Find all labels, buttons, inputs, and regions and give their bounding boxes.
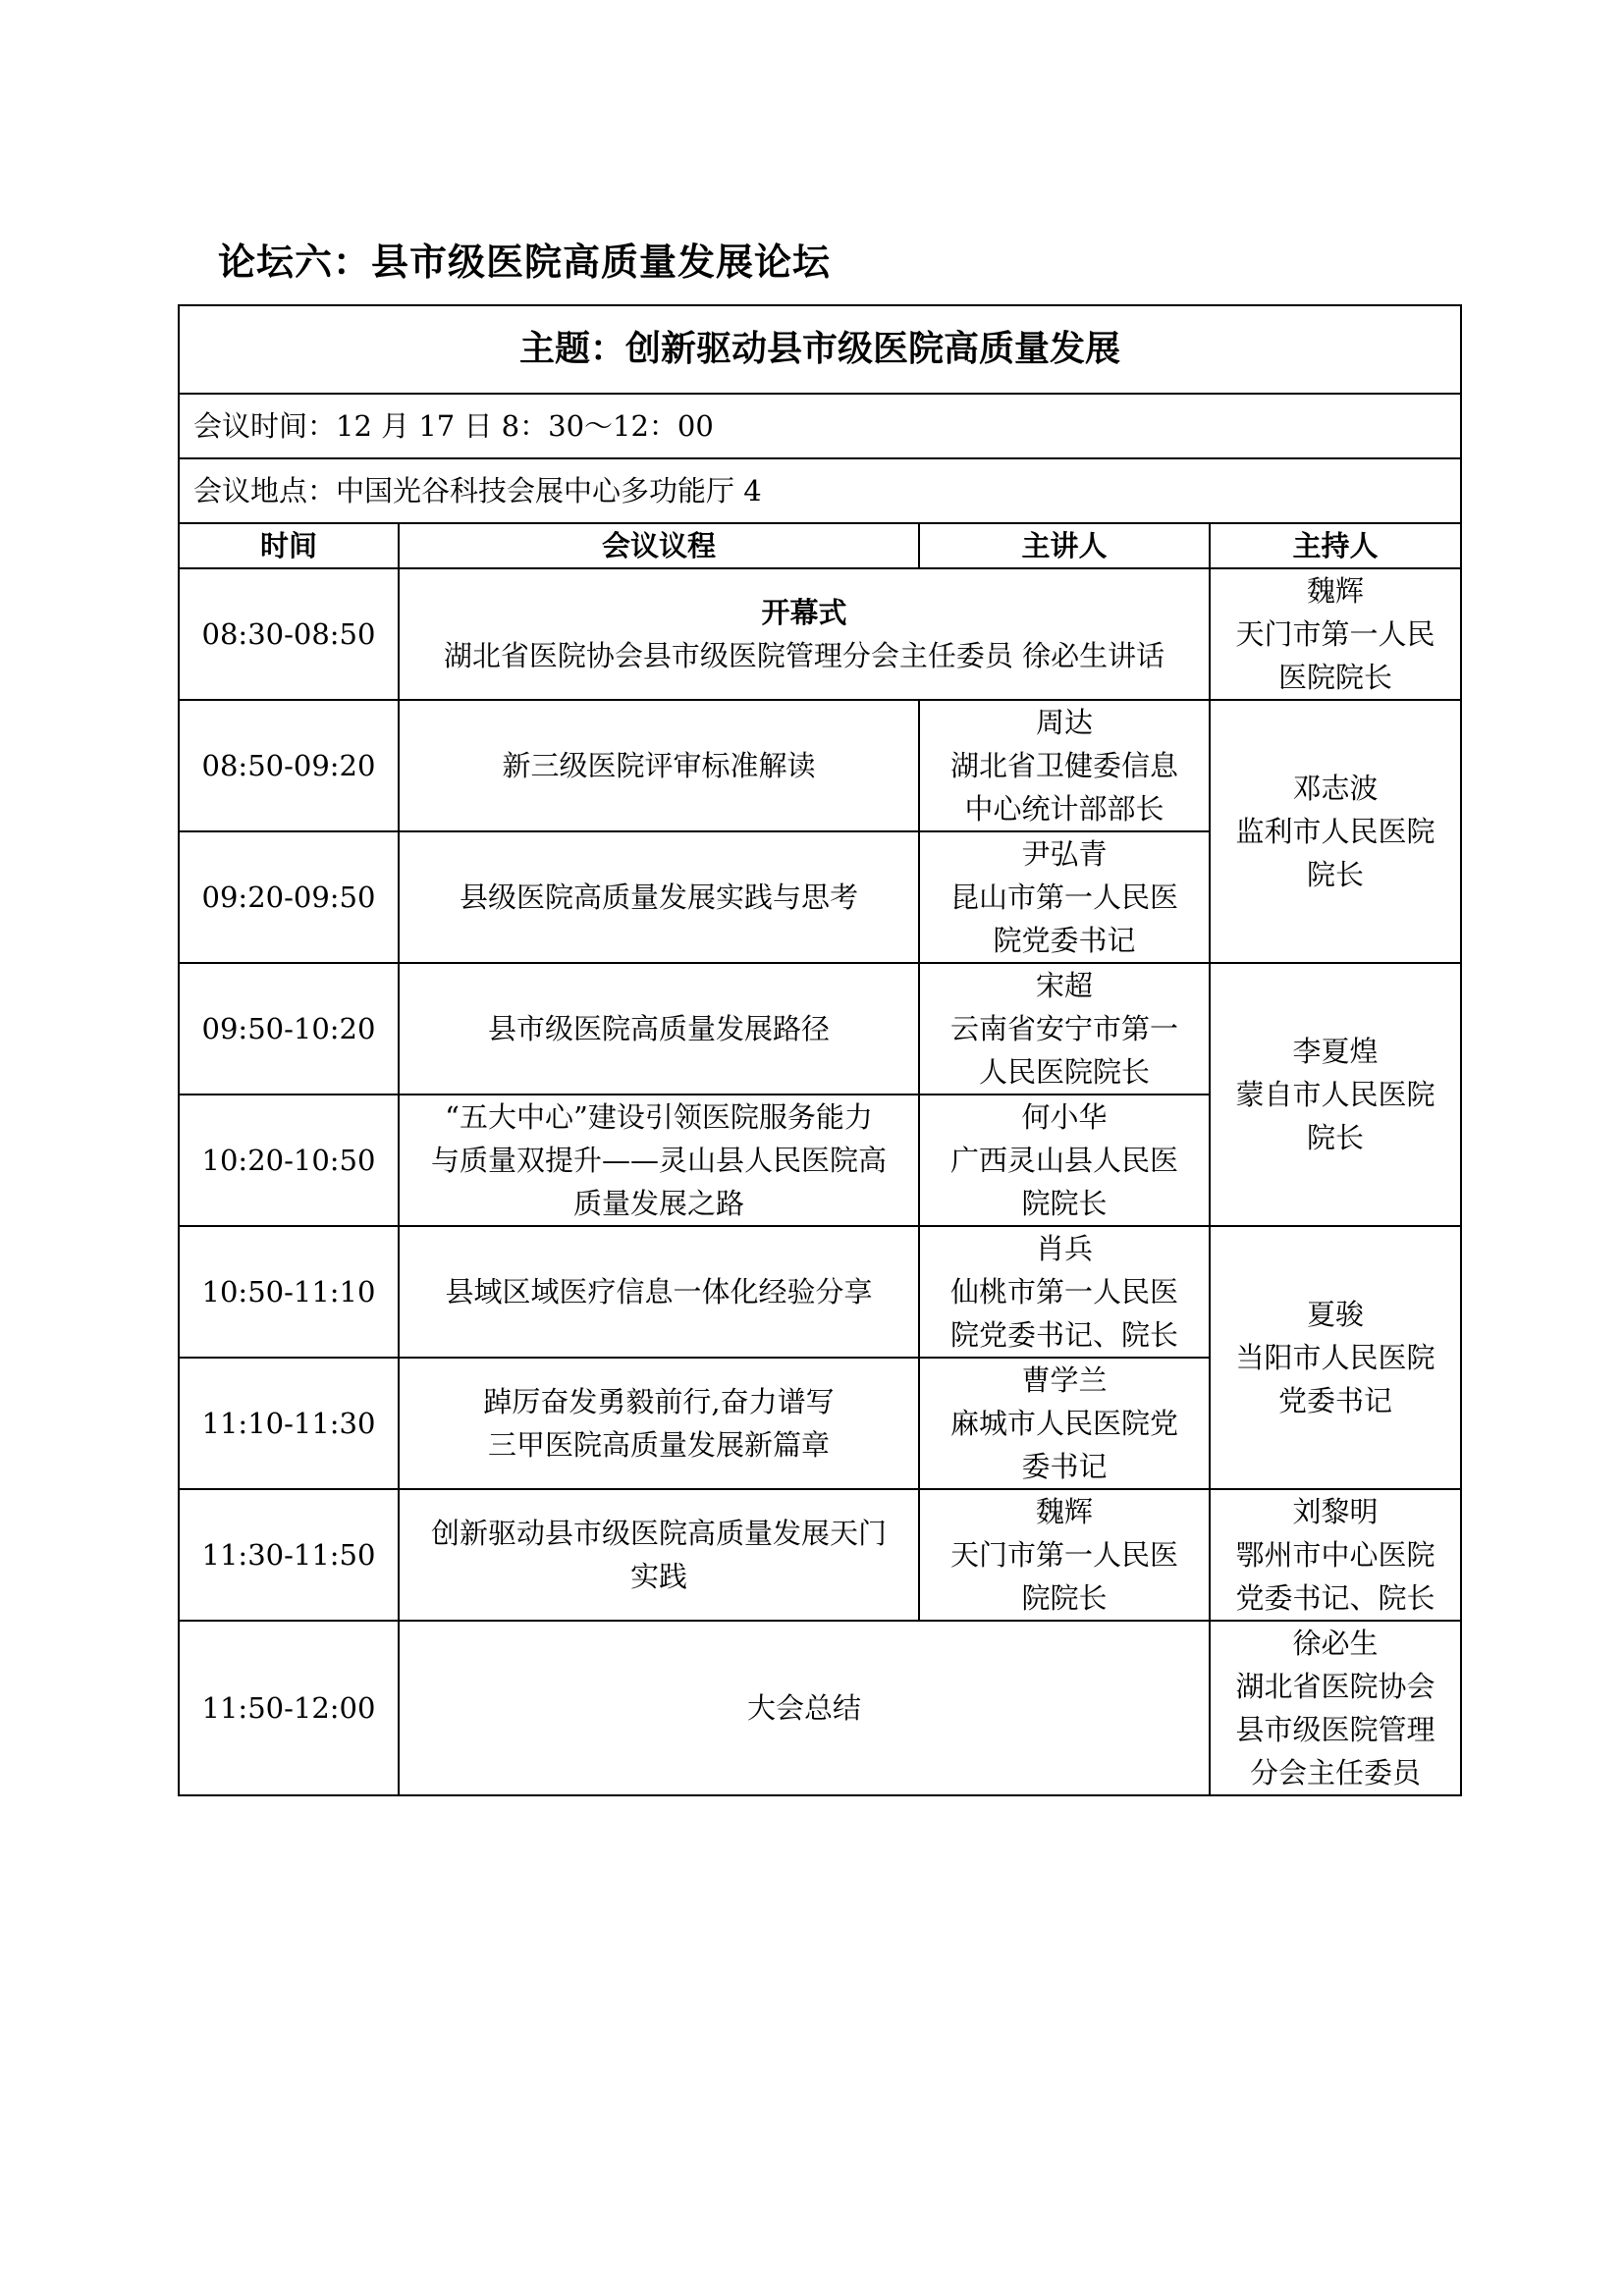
table-row — [179, 568, 1461, 700]
meeting-time: 会议时间：12 月 17 日 8：30～12：00 — [179, 394, 1461, 458]
speaker-title: 昆山市第一人民医 — [949, 881, 1178, 914]
host-name: 夏骏 — [1307, 1298, 1365, 1331]
agenda-cell — [399, 568, 1210, 700]
table-row — [179, 1621, 1461, 1795]
speaker-title: 院院长 — [1021, 1581, 1108, 1615]
agenda-line: 县级医院高质量发展实践与思考 — [459, 881, 858, 914]
host-title: 党委书记、院长 — [1235, 1581, 1435, 1615]
theme-title: 主题：创新驱动县市级医院高质量发展 — [179, 305, 1461, 394]
agenda-cell — [399, 1226, 919, 1358]
agenda-line: 三甲医院高质量发展新篇章 — [487, 1428, 830, 1462]
header-speaker: 主讲人 — [919, 523, 1210, 568]
speaker-cell — [919, 963, 1210, 1095]
time-cell: 08:30-08:50 — [179, 568, 399, 700]
time-cell: 11:10-11:30 — [179, 1358, 399, 1489]
agenda-subtitle: 湖北省医院协会县市级医院管理分会主任委员 徐必生讲话 — [443, 639, 1165, 672]
host-title: 医院院长 — [1278, 661, 1393, 694]
agenda-cell — [399, 700, 919, 831]
speaker-title: 云南省安宁市第一 — [949, 1012, 1178, 1045]
meeting-place: 会议地点：中国光谷科技会展中心多功能厅 4 — [179, 458, 1461, 523]
table-row — [179, 700, 1461, 831]
speaker-title: 院院长 — [1021, 1187, 1108, 1220]
speaker-title: 麻城市人民医院党 — [949, 1407, 1178, 1440]
speaker-cell — [919, 831, 1210, 963]
host-name: 李夏煌 — [1292, 1035, 1379, 1068]
host-cell — [1210, 963, 1461, 1226]
time-cell: 09:20-09:50 — [179, 831, 399, 963]
host-cell — [1210, 1621, 1461, 1795]
speaker-cell — [919, 1226, 1210, 1358]
agenda-cell — [399, 1621, 1210, 1795]
host-title: 湖北省医院协会 — [1235, 1670, 1435, 1703]
speaker-title: 仙桃市第一人民医 — [949, 1275, 1178, 1308]
host-cell — [1210, 568, 1461, 700]
agenda-cell — [399, 1489, 919, 1621]
host-title: 院长 — [1307, 858, 1365, 891]
agenda-line: 踔厉奋发勇毅前行,奋力谱写 — [483, 1385, 835, 1418]
speaker-title: 湖北省卫健委信息 — [949, 749, 1178, 782]
speaker-cell — [919, 1095, 1210, 1226]
speaker-cell — [919, 1489, 1210, 1621]
speaker-name: 魏辉 — [1035, 1495, 1093, 1528]
time-cell: 11:50-12:00 — [179, 1621, 399, 1795]
table-header-row — [179, 523, 1461, 568]
speaker-title: 广西灵山县人民医 — [949, 1144, 1178, 1177]
table-row — [179, 1226, 1461, 1358]
agenda-cell — [399, 963, 919, 1095]
host-title: 监利市人民医院 — [1235, 815, 1435, 848]
speaker-name: 肖兵 — [1035, 1232, 1093, 1265]
speaker-cell — [919, 700, 1210, 831]
header-agenda: 会议议程 — [399, 523, 919, 568]
agenda-title: 大会总结 — [746, 1691, 861, 1725]
host-title: 鄂州市中心医院 — [1235, 1538, 1435, 1572]
speaker-title: 人民医院院长 — [978, 1055, 1150, 1089]
table-row — [179, 963, 1461, 1095]
speaker-name: 宋超 — [1035, 969, 1093, 1002]
host-title: 县市级医院管理 — [1235, 1713, 1435, 1746]
time-cell: 08:50-09:20 — [179, 700, 399, 831]
host-name: 邓志波 — [1292, 772, 1379, 805]
speaker-title: 中心统计部部长 — [964, 792, 1164, 826]
host-name: 刘黎明 — [1292, 1495, 1379, 1528]
host-title: 当阳市人民医院 — [1235, 1341, 1435, 1374]
speaker-title: 天门市第一人民医 — [949, 1538, 1178, 1572]
agenda-line: 实践 — [629, 1560, 687, 1593]
host-cell — [1210, 1489, 1461, 1621]
speaker-title: 委书记 — [1021, 1450, 1108, 1483]
speaker-name: 何小华 — [1021, 1100, 1108, 1134]
agenda-line: 新三级医院评审标准解读 — [502, 749, 816, 782]
page-title: 论坛六：县市级医院高质量发展论坛 — [218, 240, 832, 284]
agenda-cell — [399, 831, 919, 963]
time-cell: 09:50-10:20 — [179, 963, 399, 1095]
host-title: 院长 — [1307, 1121, 1365, 1154]
header-time: 时间 — [179, 523, 399, 568]
agenda-line: 创新驱动县市级医院高质量发展天门 — [430, 1517, 887, 1550]
agenda-title: 开幕式 — [761, 596, 847, 629]
agenda-line: 县市级医院高质量发展路径 — [487, 1012, 830, 1045]
time-cell: 11:30-11:50 — [179, 1489, 399, 1621]
agenda-line: 质量发展之路 — [572, 1187, 744, 1220]
speaker-name: 周达 — [1035, 706, 1093, 739]
speaker-title: 院党委书记、院长 — [949, 1318, 1178, 1352]
host-name: 徐必生 — [1292, 1627, 1379, 1660]
agenda-line: “五大中心”建设引领医院服务能力 — [445, 1100, 873, 1134]
host-title: 天门市第一人民 — [1235, 617, 1435, 651]
time-cell: 10:50-11:10 — [179, 1226, 399, 1358]
host-cell — [1210, 1226, 1461, 1489]
speaker-cell — [919, 1358, 1210, 1489]
agenda-line: 与质量双提升——灵山县人民医院高 — [430, 1144, 887, 1177]
speaker-name: 曹学兰 — [1021, 1363, 1108, 1397]
agenda-table — [178, 304, 1462, 1796]
host-title: 蒙自市人民医院 — [1235, 1078, 1435, 1111]
header-host: 主持人 — [1210, 523, 1461, 568]
host-title: 分会主任委员 — [1250, 1756, 1422, 1789]
host-cell — [1210, 700, 1461, 963]
agenda-cell — [399, 1095, 919, 1226]
speaker-title: 院党委书记 — [993, 924, 1136, 957]
host-name: 魏辉 — [1307, 574, 1365, 608]
host-title: 党委书记 — [1278, 1384, 1393, 1417]
table-row — [179, 1489, 1461, 1621]
time-cell: 10:20-10:50 — [179, 1095, 399, 1226]
agenda-cell — [399, 1358, 919, 1489]
speaker-name: 尹弘青 — [1021, 837, 1108, 871]
agenda-line: 县域区域医疗信息一体化经验分享 — [445, 1275, 873, 1308]
